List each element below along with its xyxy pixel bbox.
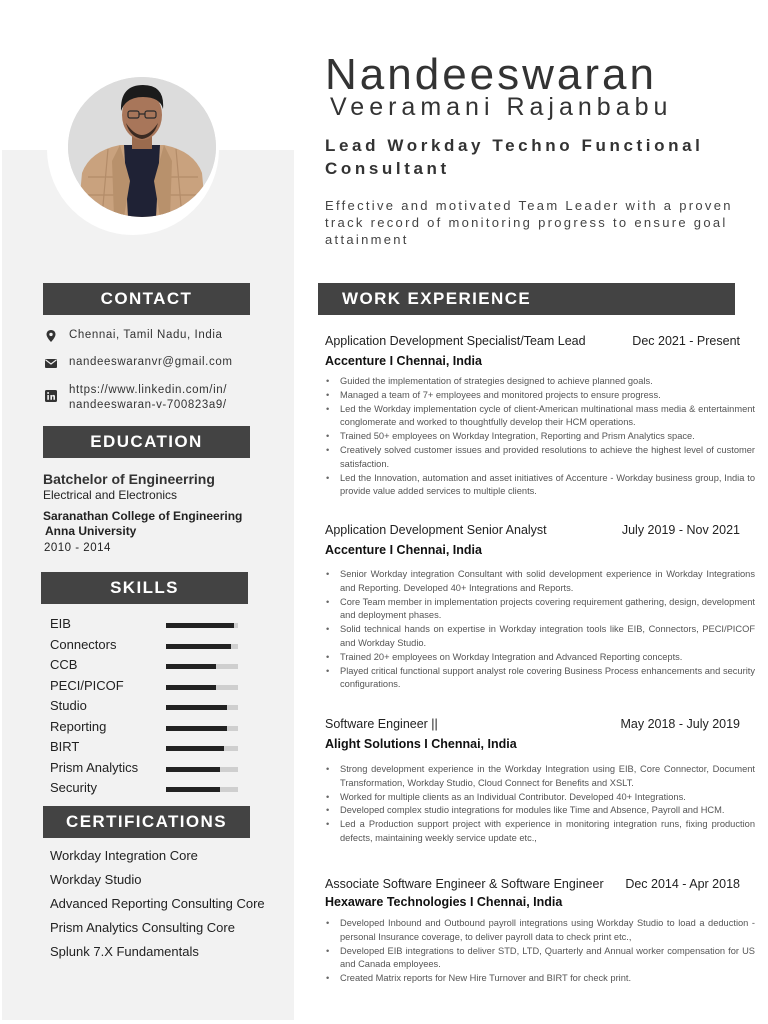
skill-level-bar	[166, 787, 238, 792]
skill-level-bar	[166, 664, 238, 669]
profile-summary: Effective and motivated Team Leader with a proven track record of monitoring progress to ensure goal attainment	[325, 198, 733, 247]
skill-level-bar	[166, 644, 238, 649]
bullet-item: • Trained 50+ employees on Workday Integration, Reporting and Prism Analytics space.	[340, 430, 755, 444]
skill-level-fill	[166, 787, 220, 792]
job-bullets	[325, 763, 755, 846]
job-title: Application Development Specialist/Team Lead	[325, 334, 586, 348]
job-company: Accenture I Chennai, India	[325, 543, 482, 557]
certification-item: Workday Integration Core	[50, 848, 198, 863]
skill-name: Studio	[50, 698, 87, 713]
job-bullets	[325, 568, 755, 692]
skill-level-fill	[166, 623, 234, 628]
college: Saranathan College of Engineering	[43, 509, 243, 523]
bullet-item: • Trained 20+ employees on Workday Integration and Advanced Reporting concepts.	[340, 651, 755, 665]
skill-level-bar	[166, 726, 238, 731]
bullet-item: • Managed a team of 7+ employees and monitored projects to ensure progress.	[340, 389, 755, 403]
job-bullets	[325, 375, 755, 499]
skill-name: PECI/PICOF	[50, 677, 124, 693]
skill-name: BIRT	[50, 739, 80, 754]
job-title: Software Engineer ||	[325, 717, 438, 731]
contact-email	[44, 356, 233, 370]
education-heading: EDUCATION	[43, 426, 250, 458]
skill-name: CCB	[50, 657, 78, 672]
degree: Batchelor of Engineerring	[43, 471, 215, 487]
skills-heading: SKILLS	[41, 572, 248, 604]
last-name: Veeramani Rajanbabu	[330, 93, 673, 121]
bullet-item: • Guided the implementation of strategies designed to achieve planned goals.	[340, 375, 755, 389]
skill-name: EIB	[50, 616, 71, 631]
bullet-item: • Strong development experience in the Workday Integration using EIB, Core Connector, Document Transformation, Workday Studio, Cloud Connect for Benefits and XSLT.	[340, 763, 755, 791]
skill-name: Security	[50, 780, 97, 795]
certifications-heading: CERTIFICATIONS	[43, 806, 250, 838]
education-years: 2010 - 2014	[44, 542, 111, 554]
bullet-item: • Solid technical hands on expertise in Workday integration tools like EIB, Connectors, PECI/PICOF and Workday Studio.	[340, 623, 755, 651]
bullet-item: • Core Team member in implementation projects covering requirement gathering, design, development and deployment phases.	[340, 596, 755, 624]
contact-linkedin	[44, 383, 227, 413]
bullet-item: • Led a Production support project with experience in monitoring integration runs, fixing production defects, maintaining weekly service update etc.,	[340, 818, 755, 846]
first-name: Nandeeswaran	[325, 50, 657, 99]
skill-level-bar	[166, 767, 238, 772]
job-dates: Dec 2021 - Present	[632, 334, 740, 348]
bullet-item: • Senior Workday integration Consultant with solid development experience in Workday Integrations and Reporting. Developed 40+ Integrations and Reports.	[340, 568, 755, 596]
job-dates: Dec 2014 - Apr 2018	[625, 877, 740, 891]
bullet-item: • Creatively solved customer issues and provided resolutions to achieve the highest level of customer satisfaction.	[340, 444, 755, 472]
skill-level-fill	[166, 746, 224, 751]
skill-level-fill	[166, 685, 216, 690]
certification-item: Workday Studio	[50, 872, 142, 887]
skill-level-fill	[166, 705, 227, 710]
skill-level-bar	[166, 746, 238, 751]
major: Electrical and Electronics	[43, 488, 178, 502]
job-company: Hexaware Technologies I Chennai, India	[325, 895, 563, 909]
linkedin-line-1: https://www.linkedin.com/in/	[69, 384, 228, 396]
certification-item: Advanced Reporting Consulting Core	[50, 896, 265, 911]
skill-level-fill	[166, 767, 220, 772]
skill-level-fill	[166, 726, 227, 731]
skill-level-bar	[166, 705, 238, 710]
bullet-item: • Played critical functional support analyst role covering Business Process enhancements and security configurations.	[340, 665, 755, 693]
job-title: Application Development Senior Analyst	[325, 523, 547, 537]
linkedin-link[interactable]	[69, 383, 227, 413]
job-role: Lead Workday Techno Functional Consultant	[325, 136, 704, 178]
certification-item: Splunk 7.X Fundamentals	[50, 944, 199, 959]
skill-name: Prism Analytics	[50, 759, 139, 775]
skill-name: Connectors	[50, 636, 117, 652]
job-company: Alight Solutions I Chennai, India	[325, 737, 517, 751]
university: Anna University	[45, 524, 137, 538]
job-title: Associate Software Engineer & Software Engineer	[325, 877, 604, 891]
job-company: Accenture I Chennai, India	[325, 354, 482, 368]
skill-level-fill	[166, 644, 231, 649]
envelope-icon	[44, 356, 58, 370]
profile-photo	[68, 77, 216, 217]
skill-name: Reporting	[50, 718, 107, 734]
bullet-item: • Developed Inbound and Outbound payroll integrations using Workday Studio to load a deduction - personal Insurance coverage, to deliver payroll data to check print etc.,	[340, 917, 755, 945]
job-dates: July 2019 - Nov 2021	[621, 523, 740, 537]
skill-level-bar	[166, 623, 238, 628]
bullet-item: • Led the Innovation, automation and asset initiatives of Accenture - Workday business group, India to provide value added services to multiple clients.	[340, 472, 755, 500]
certification-item: Prism Analytics Consulting Core	[50, 920, 235, 935]
bullet-item: • Led the Workday implementation cycle of client-American multinational mass media & entertainment conglomerate and worked to thoughtfully develop their HCM operations.	[340, 403, 755, 431]
bullet-item: • Developed complex studio integrations for modules like Time and Absence, Payroll and HCM.	[340, 804, 755, 818]
location-pin-icon	[44, 329, 58, 343]
location-text: Chennai, Tamil Nadu, India	[69, 329, 223, 341]
bullet-item: • Worked for multiple clients as an Individual Contributor. Developed 40+ Integrations.	[340, 791, 755, 805]
skill-level-fill	[166, 664, 216, 669]
email-link[interactable]: nandeeswaranvr@gmail.com	[69, 356, 233, 368]
job-dates: May 2018 - July 2019	[620, 717, 740, 731]
linkedin-icon	[44, 389, 58, 403]
bullet-item: • Developed EIB integrations to deliver STD, LTD, Quarterly and Annual worker compensation for US and Canada employees.	[340, 945, 755, 973]
linkedin-line-2: nandeeswaran-v-700823a9/	[69, 399, 227, 411]
bullet-item: • Created Matrix reports for New Hire Turnover and BIRT for check print.	[340, 972, 755, 986]
job-bullets	[325, 917, 755, 986]
work-experience-heading: WORK EXPERIENCE	[318, 283, 735, 315]
skill-level-bar	[166, 685, 238, 690]
contact-heading: CONTACT	[43, 283, 250, 315]
contact-location	[44, 329, 222, 343]
